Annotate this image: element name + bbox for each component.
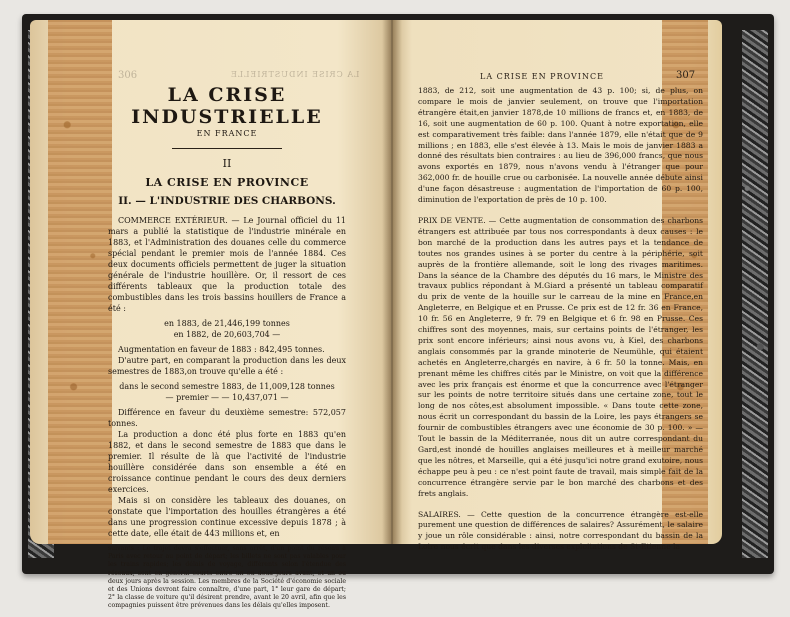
title-rule (172, 148, 282, 149)
section-number: II (222, 157, 232, 170)
marbled-board-right (742, 30, 768, 558)
book-gutter (382, 20, 402, 544)
right-page-text (418, 86, 703, 553)
stat-line: — premier — — 10,437,071 — (165, 393, 289, 402)
right-running-head: LA CRISE EN PROVINCE (480, 72, 604, 81)
paragraph: D'autre part, en comparant la production dans les deux semestres de 1883,on trouve qu'elle a été : (108, 356, 346, 376)
paragraph: PRIX DE VENTE. — Cette augmentation de consommation des charbons étrangers est attribuée par tous nos correspondants à deux causes : le bon marché de la production dans les autres pays et la tendance de toutes nos grandes usines à se porter du centre à la périphérie, soit auprès de la frontière allemande, soit le long des rivages maritimes. Dans la séance de la Chambre des députés du 16 mars, le Ministre des travaux publics répondant à M.Giard a présenté un tableau comparatif du prix de vente de la houille sur le carreau de la mine en France,en Angleterre, en Belgique et en Prusse. Ce prix est de 12 fr. 36 en France, 10 fr. 56 en Angleterre, 9 fr. 79 en Belgique et 6 fr. 98 en Prusse. Ces chiffres sont des moyennes, mais, sur certains points de l'étranger, les prix sont encore inférieurs; ainsi nous avons vu, à Kiel, des charbons anglais consommés par la grande minoterie de Neumühle, qui étaient achetés en Angleterre,chargés en navire, à 6 fr. 50 la tonne. Mais, en prenant même les chiffres cités par le Ministre, on voit que la différence avec les prix français est énorme et que la concurrence avec l'étranger sur les points de notre territoire situés dans une certaine zone, tout le long de nos côtes,est absolument impossible. « Dans toute cette zone, nous écrit un correspondant du bassin de la Loire, les pays étrangers se fournir de combustibles étrangers avec une économie de 30 p. 100. » — Tout le bassin de la Méditerranée, nous dit un autre correspondant du Gard,est inondé de houilles anglaises meilleures et à meilleur marché que les nôtres, et Marseille, qui a été jusqu'ici notre grand exutoire, nous échappe peu à peu : ce n'est point faute de travail, mais simple fait de la concurrence étrangère servie par le bon marché des charbons et des frets anglais. (418, 215, 703, 498)
stat-line: dans le second semestre 1883, de 11,009,128 tonnes (119, 382, 335, 391)
page-title: LA CRISE INDUSTRIELLE (131, 84, 323, 128)
foxing-stain-left (48, 20, 112, 544)
page-subtitle: EN FRANCE (196, 129, 258, 138)
right-page-number: 307 (676, 70, 696, 81)
subsection-title: II. — L'INDUSTRIE DES CHARBONS. (118, 195, 336, 207)
section-title: LA CRISE EN PROVINCE (145, 176, 309, 189)
stat-line: en 1883, de 21,446,199 tonnes (164, 319, 290, 328)
left-page-text (108, 84, 346, 617)
paragraph: COMMERCE EXTÉRIEUR. — Le Journal officiel du 11 mars a publié la statistique de l'industrie minérale en 1883, et l'Administration des douanes celle du commerce spécial pendant le premier mois de l'année 1884. Ces deux documents officiels permettent de juger la situation générale de l'industrie houillère. Or, il ressort de ces différents tableaux que la production totale des combustibles dans les trois bassins houillers de France a été : (108, 216, 346, 313)
footnote: suivants : Le trajet devra s'effectuer, sans arrêt, d'un point du réseau à Paris avec retour au point de départ; les billets ne sont pas valables pour les trains rapides; les délais de voyage, différents selon l'étendue des réseaux, sont en général courts entre un ou deux jours avant, et un ou deux jours après la session. Les membres de la Société d'économie sociale et des Unions devront faire connaître, d'une part, 1° leur gare de départ; 2° la classe de voiture qu'il désirent prendre, avant le 20 avril, afin que les compagnies puissent être prévenues dans les délais qu'elles imposent. (108, 545, 346, 610)
paragraph: La production a donc été plus forte en 1883 qu'en 1882, et dans le second semestre de 1883 que dans le premier. Il résulte de là que l'activité de l'industrie houillère considérée dans son ensemble a été en croissance continue pendant le cours des deux derniers exercices. (108, 430, 346, 494)
paragraph: SALAIRES. — Cette question de la concurrence étrangère est-elle purement une question de différences de salaires? Assurément, le salaire y joue un rôle considérable : ainsi, notre correspondant du bassin de la Loire nous écrit que dans les diverses exploitations de St-Etienne la (418, 509, 703, 552)
paragraph: 1883, de 212, soit une augmentation de 43 p. 100; si, de plus, on compare le mois de janvier seulement, on trouve que l'importation étrangère était,en janvier 1878,de 10 millions de francs et, en 1883, de 16, soit une augmentation de 60 p. 100. Quant à notre exportation, elle est comparativement très faible: dans l'année 1879, elle n'était que de 9 millions ; en 1883, elle s'est élevée à 13. Mais le mois de janvier 1883 a donné des résultats bien contraires : au lieu de 396,000 francs, que nous avons exportés en 1879, nous n'avons vendu à l'étranger que pour 362,000 fr. de houille crue ou carbonisée. La nouvelle année débute ainsi d'une façon désastreuse : augmentation de l'importation de 60 p. 100, diminution de l'exportation de près de 10 p. 100. (418, 86, 703, 205)
paragraph: Différence en faveur du deuxième semestre: 572,057 tonnes. (108, 408, 346, 428)
left-page-number: 306 (118, 70, 138, 81)
paragraph: Augmentation en faveur de 1883 : 842,495 tonnes. (118, 345, 325, 354)
stat-line: en 1882, de 20,603,704 — (173, 330, 281, 339)
left-running-head: LA CRISE INDUSTRIELLE (230, 70, 360, 79)
paragraph: Mais si on considère les tableaux des douanes, on constate que l'importation des houilles étrangères a été dans une progression continue excessive depuis 1878 ; à cette date, elle était de 443 millions et, en (108, 496, 346, 538)
